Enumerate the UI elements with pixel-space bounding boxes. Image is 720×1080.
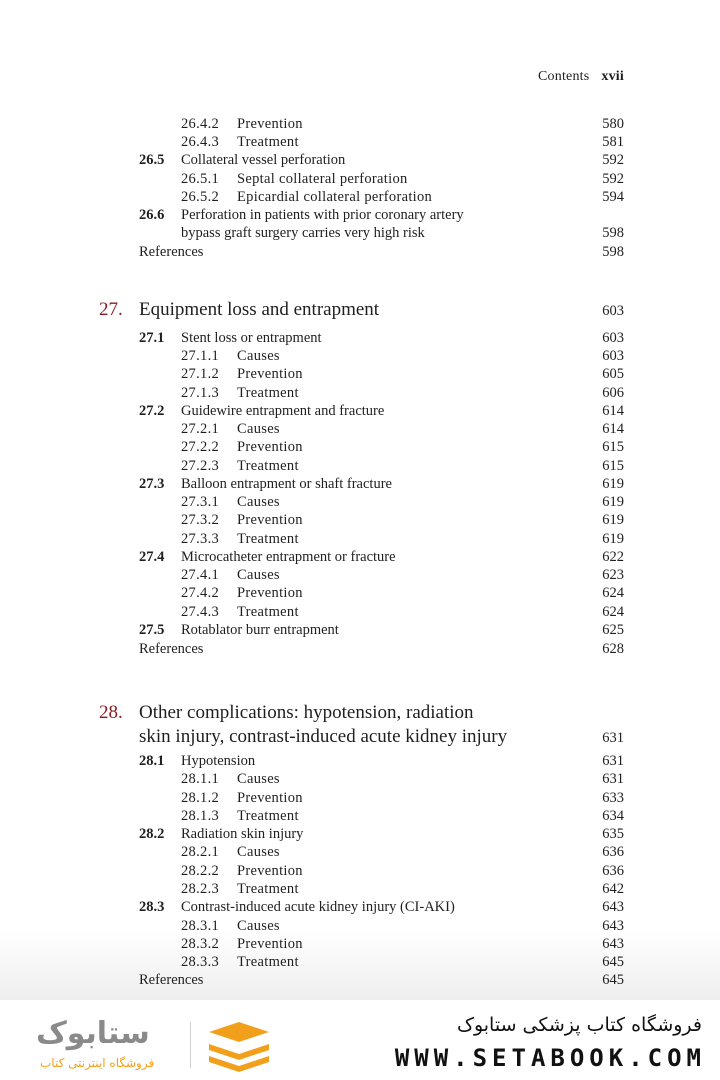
entry-page-number: 636 — [602, 863, 624, 879]
entry-page-number: 645 — [602, 972, 624, 988]
entry-title: Epicardial collateral perforation — [237, 189, 433, 205]
subsection-entry[interactable] — [0, 935, 720, 953]
entry-title: Guidewire entrapment and fracture — [181, 403, 385, 419]
entry-page-number: 643 — [602, 918, 624, 934]
entry-title: Radiation skin injury — [181, 826, 304, 842]
entry-title: Prevention — [237, 512, 303, 528]
entry-number: 28.3.1 — [181, 918, 220, 934]
subsection-entry[interactable] — [0, 584, 720, 602]
entry-page-number: 619 — [602, 494, 624, 510]
entry-page-number: 580 — [602, 116, 624, 132]
entry-page-number: 598 — [602, 244, 624, 260]
subsection-entry[interactable] — [0, 880, 720, 898]
entry-number: 27.1.2 — [181, 366, 220, 382]
store-name: فروشگاه کتاب پزشکی ستابوک — [456, 1014, 702, 1036]
entry-title: Treatment — [237, 385, 299, 401]
entry-number: 26.5.1 — [181, 171, 220, 187]
entry-page-number: 643 — [602, 899, 624, 915]
subsection-entry[interactable] — [0, 789, 720, 807]
entry-title: Causes — [237, 771, 280, 787]
brand-logo-text: ستابوک — [36, 1016, 150, 1051]
entry-title: Rotablator burr entrapment — [181, 622, 339, 638]
entry-page-number: 628 — [602, 641, 624, 657]
subsection-entry[interactable] — [0, 347, 720, 365]
entry-page-number: 631 — [602, 753, 624, 769]
entry-page-number: 642 — [602, 881, 624, 897]
entry-page-number: 615 — [602, 439, 624, 455]
entry-number: 26.5 — [139, 152, 165, 168]
subsection-entry[interactable] — [0, 420, 720, 438]
section-entry[interactable] — [0, 752, 720, 770]
entry-title: Hypotension — [181, 753, 256, 769]
entry-title: bypass graft surgery carries very high risk — [181, 225, 425, 241]
entry-page-number: 631 — [602, 771, 624, 787]
entry-title: Prevention — [237, 366, 303, 382]
book-stack-icon — [204, 1020, 274, 1074]
entry-number: 28.2.2 — [181, 863, 220, 879]
entry-page-number: 623 — [602, 567, 624, 583]
entry-title: Prevention — [237, 863, 303, 879]
entry-title: Microcatheter entrapment or fracture — [181, 549, 396, 565]
entry-title: References — [139, 244, 204, 260]
chapter-entry[interactable] — [0, 700, 720, 726]
entry-title: Prevention — [237, 936, 303, 952]
section-entry[interactable] — [0, 402, 720, 420]
running-head-label: Contents — [538, 69, 590, 84]
brand-divider — [190, 1022, 191, 1068]
subsection-entry[interactable] — [0, 566, 720, 584]
entry-number: 27.2 — [139, 403, 165, 419]
entry-number: 28.1.3 — [181, 808, 220, 824]
section-entry[interactable] — [0, 329, 720, 347]
entry-number: 27.4.2 — [181, 585, 220, 601]
entry-page-number: 633 — [602, 790, 624, 806]
entry-page-number: 603 — [602, 330, 624, 346]
entry-page-number: 624 — [602, 604, 624, 620]
running-head — [538, 69, 624, 85]
subsection-entry[interactable] — [0, 384, 720, 402]
entry-number: 27.4 — [139, 549, 165, 565]
entry-page-number: 581 — [602, 134, 624, 150]
entry-title: Treatment — [237, 808, 299, 824]
entry-title: Treatment — [237, 881, 299, 897]
entry-title: Perforation in patients with prior coronary artery — [181, 207, 464, 223]
entry-page-number: 594 — [602, 189, 624, 205]
chapter-entry[interactable] — [0, 297, 720, 323]
entry-title: Causes — [237, 844, 280, 860]
running-head-page: xvii — [601, 69, 624, 84]
entry-number: 26.4.3 — [181, 134, 220, 150]
entry-page-number: 645 — [602, 954, 624, 970]
entry-number: 28. — [99, 702, 123, 723]
entry-page-number: 603 — [602, 348, 624, 364]
entry-number: 28.1.1 — [181, 771, 220, 787]
entry-title: Septal collateral perforation — [237, 171, 408, 187]
subsection-entry[interactable] — [0, 115, 720, 133]
entry-number: 28.2 — [139, 826, 165, 842]
entry-title: Balloon entrapment or shaft fracture — [181, 476, 392, 492]
entry-number: 26.5.2 — [181, 189, 220, 205]
entry-title: Treatment — [237, 604, 299, 620]
subsection-entry[interactable] — [0, 438, 720, 456]
entry-number: 28.2.1 — [181, 844, 220, 860]
entry-title: Causes — [237, 494, 280, 510]
entry-title: Causes — [237, 348, 280, 364]
subsection-entry[interactable] — [0, 530, 720, 548]
entry-page-number: 631 — [602, 730, 624, 746]
entry-title: Treatment — [237, 458, 299, 474]
entry-page-number: 622 — [602, 549, 624, 565]
subsection-entry[interactable] — [0, 862, 720, 880]
entry-number: 27.2.1 — [181, 421, 220, 437]
section-entry[interactable] — [0, 898, 720, 916]
references-entry[interactable] — [0, 640, 720, 658]
entry-title: Prevention — [237, 790, 303, 806]
subsection-entry[interactable] — [0, 917, 720, 935]
entry-title: References — [139, 641, 204, 657]
entry-page-number: 634 — [602, 808, 624, 824]
entry-number: 27.3.2 — [181, 512, 220, 528]
subsection-entry[interactable] — [0, 170, 720, 188]
entry-page-number: 598 — [602, 225, 624, 241]
subsection-entry[interactable] — [0, 365, 720, 383]
entry-title: Treatment — [237, 954, 299, 970]
entry-page-number: 619 — [602, 531, 624, 547]
entry-title: Causes — [237, 918, 280, 934]
entry-number: 28.3.2 — [181, 936, 220, 952]
entry-page-number: 614 — [602, 421, 624, 437]
entry-title: Causes — [237, 567, 280, 583]
entry-title: References — [139, 972, 204, 988]
entry-title: Collateral vessel perforation — [181, 152, 346, 168]
entry-page-number: 643 — [602, 936, 624, 952]
entry-title: Prevention — [237, 439, 303, 455]
entry-number: 27.1.3 — [181, 385, 220, 401]
store-url[interactable]: WWW.SETABOOK.COM — [394, 1044, 706, 1072]
entry-title: skin injury, contrast-induced acute kidney injury — [139, 726, 508, 747]
subsection-entry[interactable] — [0, 188, 720, 206]
entry-title: Stent loss or entrapment — [181, 330, 322, 346]
entry-number: 27.1.1 — [181, 348, 220, 364]
subsection-entry[interactable] — [0, 843, 720, 861]
entry-number: 27.3.3 — [181, 531, 220, 547]
subsection-entry[interactable] — [0, 953, 720, 971]
entry-number: 27.5 — [139, 622, 165, 638]
entry-page-number: 615 — [602, 458, 624, 474]
entry-number: 28.1 — [139, 753, 165, 769]
subsection-entry[interactable] — [0, 493, 720, 511]
entry-page-number: 592 — [602, 171, 624, 187]
section-entry[interactable] — [0, 151, 720, 169]
entry-title: Prevention — [237, 116, 303, 132]
section-entry[interactable] — [0, 224, 720, 242]
entry-title: Treatment — [237, 531, 299, 547]
entry-number: 27.4.1 — [181, 567, 220, 583]
entry-number: 28.3 — [139, 899, 165, 915]
section-entry[interactable] — [0, 206, 720, 224]
entry-page-number: 592 — [602, 152, 624, 168]
subsection-entry[interactable] — [0, 603, 720, 621]
references-entry[interactable] — [0, 243, 720, 261]
subsection-entry[interactable] — [0, 511, 720, 529]
entry-number: 28.2.3 — [181, 881, 220, 897]
entry-number: 27.3 — [139, 476, 165, 492]
entry-page-number: 603 — [602, 303, 624, 319]
subsection-entry[interactable] — [0, 807, 720, 825]
entry-page-number: 619 — [602, 512, 624, 528]
brand-tagline: فروشگاه اینترنتی کتاب — [40, 1056, 155, 1070]
entry-number: 27.1 — [139, 330, 165, 346]
entry-title: Equipment loss and entrapment — [139, 299, 380, 320]
entry-number: 27.2.2 — [181, 439, 220, 455]
entry-number: 27. — [99, 299, 123, 320]
entry-title: Treatment — [237, 134, 299, 150]
entry-number: 27.4.3 — [181, 604, 220, 620]
entry-number: 26.4.2 — [181, 116, 220, 132]
entry-page-number: 605 — [602, 366, 624, 382]
subsection-entry[interactable] — [0, 133, 720, 151]
entry-number: 26.6 — [139, 207, 165, 223]
entry-page-number: 606 — [602, 385, 624, 401]
entry-number: 27.2.3 — [181, 458, 220, 474]
entry-number: 28.1.2 — [181, 790, 220, 806]
entry-page-number: 636 — [602, 844, 624, 860]
entry-page-number: 635 — [602, 826, 624, 842]
entry-title: Other complications: hypotension, radiation — [139, 702, 474, 723]
chapter-entry[interactable] — [0, 724, 720, 750]
references-entry[interactable] — [0, 971, 720, 989]
entry-title: Causes — [237, 421, 280, 437]
section-entry[interactable] — [0, 548, 720, 566]
entry-page-number: 625 — [602, 622, 624, 638]
section-entry[interactable] — [0, 621, 720, 639]
subsection-entry[interactable] — [0, 770, 720, 788]
entry-number: 28.3.3 — [181, 954, 220, 970]
entry-title: Contrast-induced acute kidney injury (CI-AKI) — [181, 899, 455, 915]
entry-page-number: 619 — [602, 476, 624, 492]
entry-page-number: 614 — [602, 403, 624, 419]
entry-page-number: 624 — [602, 585, 624, 601]
section-entry[interactable] — [0, 475, 720, 493]
section-entry[interactable] — [0, 825, 720, 843]
subsection-entry[interactable] — [0, 457, 720, 475]
entry-number: 27.3.1 — [181, 494, 220, 510]
entry-title: Prevention — [237, 585, 303, 601]
